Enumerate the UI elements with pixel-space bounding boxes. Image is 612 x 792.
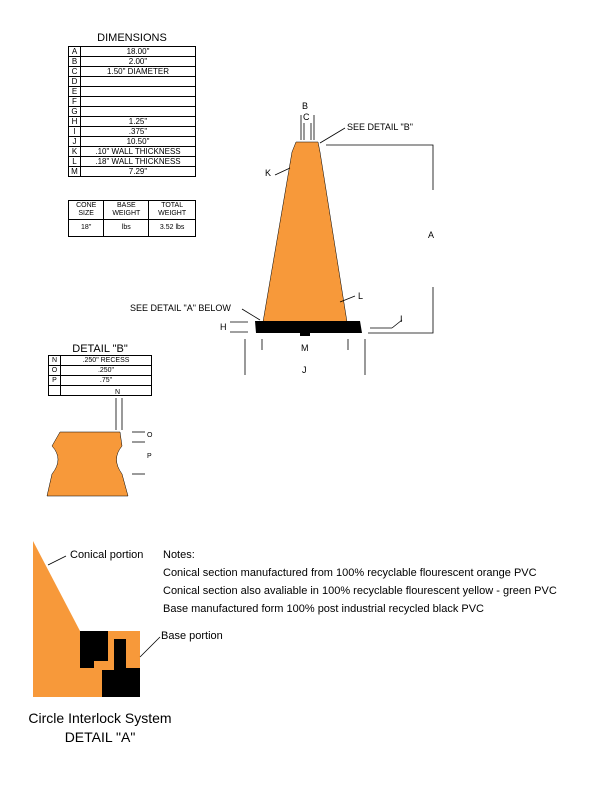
- detail-b-shape: [47, 432, 128, 496]
- detail-b-value: .75": [61, 376, 152, 386]
- base-portion-label: Base portion: [161, 630, 223, 642]
- dimension-letter: M: [69, 167, 81, 177]
- dimension-value: 1.25": [81, 117, 196, 127]
- label-m: M: [301, 343, 309, 353]
- see-detail-a-label: SEE DETAIL "A" BELOW: [130, 303, 231, 313]
- dimension-letter: F: [69, 97, 81, 107]
- notes-line-1: Conical section manufactured from 100% recyclable flourescent orange PVC: [163, 567, 537, 579]
- dimension-letter: J: [69, 137, 81, 147]
- dimension-value: 10.50": [81, 137, 196, 147]
- label-h: H: [220, 322, 227, 332]
- detail-a-conical: [33, 541, 80, 697]
- notes-line-3: Base manufactured form 100% post industrial recycled black PVC: [163, 603, 484, 615]
- detail-b-value: .250" RECESS: [61, 356, 152, 366]
- weight-cone-size: 18": [69, 220, 104, 237]
- notes: [163, 546, 557, 618]
- label-c: C: [303, 112, 310, 122]
- dimension-value: 7.29": [81, 167, 196, 177]
- weight-header-cone-size: CONE SIZE: [69, 201, 104, 220]
- label-i: I: [400, 314, 403, 324]
- dimension-value: .375": [81, 127, 196, 137]
- weight-base-weight: lbs: [104, 220, 149, 237]
- label-k: K: [265, 168, 272, 178]
- see-detail-b-label: SEE DETAIL "B": [347, 122, 413, 132]
- dimension-letter: C: [69, 67, 81, 77]
- detail-a-caption-line1: Circle Interlock System: [28, 710, 172, 726]
- detail-b-title: DETAIL "B": [72, 343, 128, 355]
- dimensions-title: DIMENSIONS: [97, 32, 167, 44]
- dimension-value: 18.00": [81, 47, 196, 57]
- dimension-letter: K: [69, 147, 81, 157]
- detail-b-label-o: O: [147, 432, 153, 439]
- detail-b-letter: O: [49, 366, 61, 376]
- dimension-letter: A: [69, 47, 81, 57]
- cone-base: [255, 321, 362, 333]
- label-a: A: [428, 230, 435, 240]
- cone-body: [263, 142, 347, 322]
- dimension-letter: E: [69, 87, 81, 97]
- label-l: L: [358, 291, 364, 301]
- dimension-value: .18" WALL THICKNESS: [81, 157, 196, 167]
- dimension-letter: H: [69, 117, 81, 127]
- detail-b-value: .250": [61, 366, 152, 376]
- weight-header-total-weight: TOTAL WEIGHT: [149, 201, 196, 220]
- dimension-letter: I: [69, 127, 81, 137]
- dimension-value: 1.50" DIAMETER: [81, 67, 196, 77]
- detail-b-letter: P: [49, 376, 61, 386]
- dimension-value: 2.00": [81, 57, 196, 67]
- detail-a-caption: [8, 709, 192, 747]
- dimension-letter: G: [69, 107, 81, 117]
- notes-heading: Notes:: [163, 549, 195, 561]
- label-j: J: [302, 365, 307, 375]
- detail-b-label-n: N: [115, 389, 121, 396]
- weight-header-base-weight: BASE WEIGHT: [104, 201, 149, 220]
- dimension-value: .10" WALL THICKNESS: [81, 147, 196, 157]
- dimension-letter: D: [69, 77, 81, 87]
- detail-a-caption-line2: DETAIL "A": [64, 729, 136, 745]
- conical-portion-label: Conical portion: [70, 549, 144, 561]
- notes-line-2: Conical section also avaliable in 100% recyclable flourescent yellow - green PVC: [163, 585, 557, 597]
- detail-b-label-p: P: [147, 453, 152, 460]
- dimension-letter: L: [69, 157, 81, 167]
- weight-total-weight: 3.52 lbs: [149, 220, 196, 237]
- detail-b-letter: N: [49, 356, 61, 366]
- cone-base-foot: [300, 332, 310, 336]
- dimension-letter: B: [69, 57, 81, 67]
- label-b: B: [302, 101, 309, 111]
